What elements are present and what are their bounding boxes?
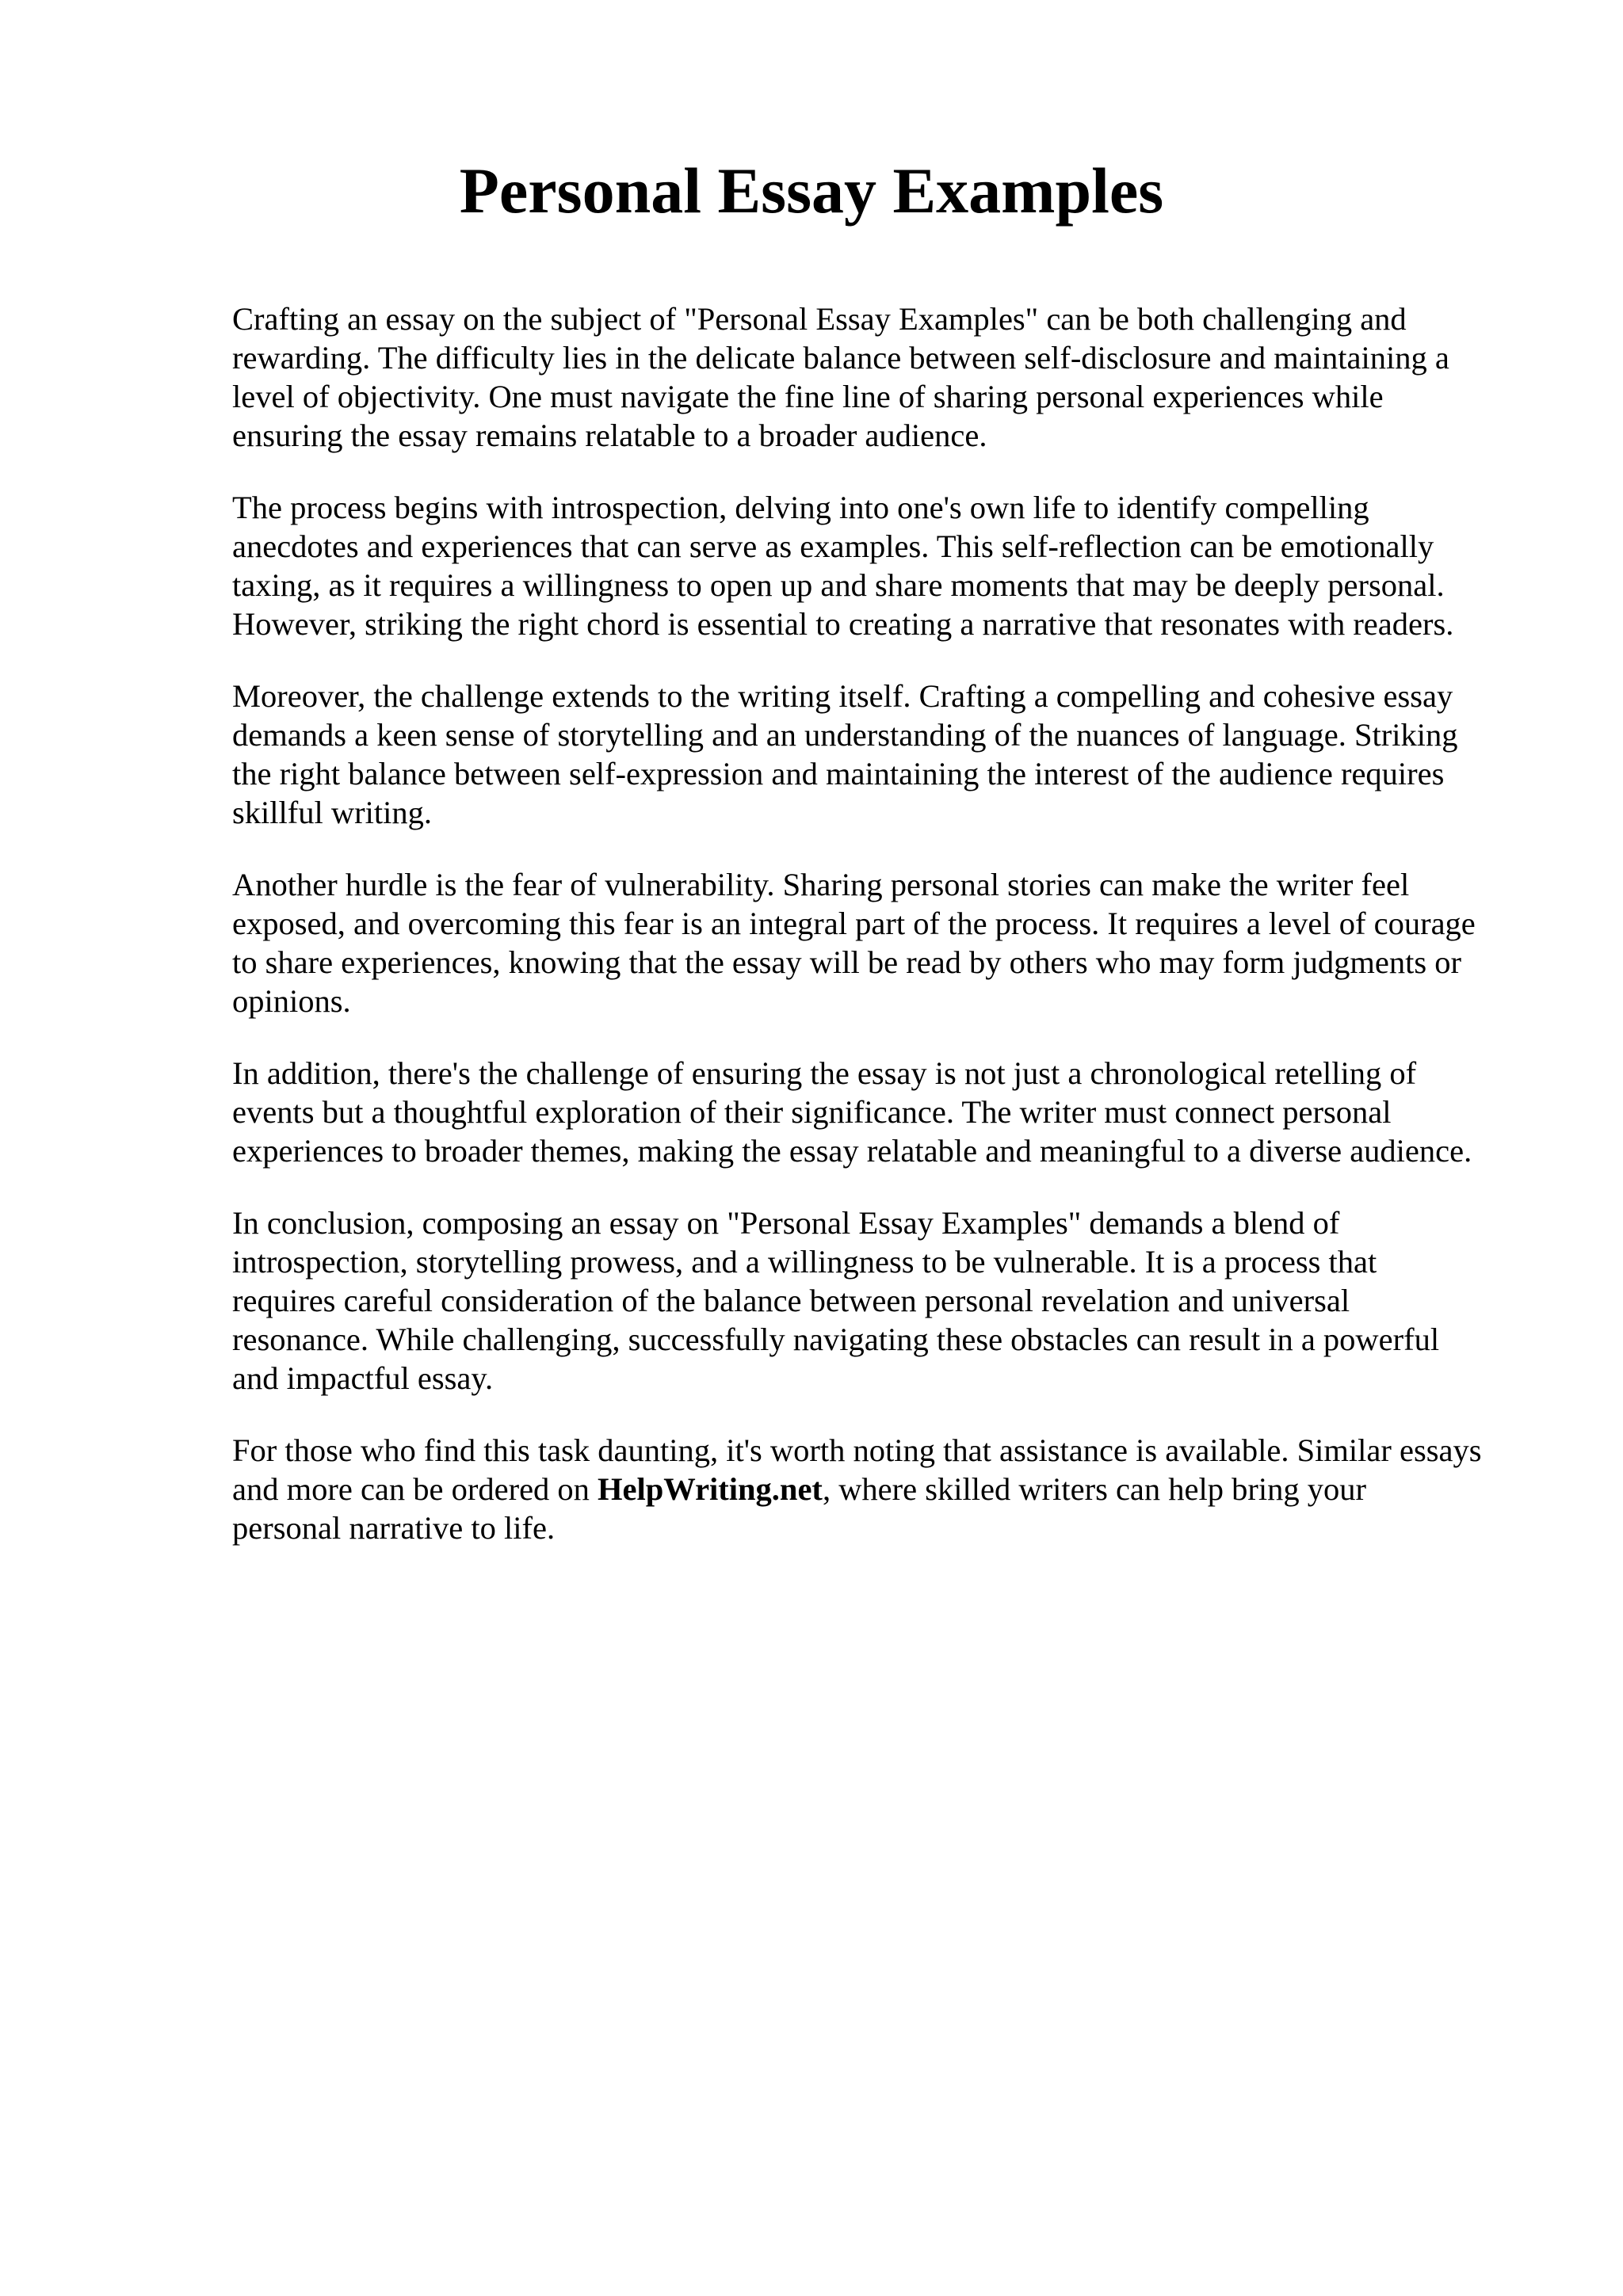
paragraph-5 <box>232 1054 1532 1170</box>
text-line: events but a thoughtful exploration of their significance. The writer must connect personal <box>232 1094 1392 1130</box>
text-line: skillful writing. <box>232 795 432 830</box>
text-line: and impactful essay. <box>232 1360 494 1396</box>
text-line: demands a keen sense of storytelling and an understanding of the nuances of language. Striking <box>232 717 1458 753</box>
helpwriting-link[interactable]: HelpWriting.net <box>598 1471 823 1507</box>
essay-body <box>232 299 1532 1581</box>
text-line: In addition, there's the challenge of ensuring the essay is not just a chronological retelling of <box>232 1055 1417 1091</box>
closing-text-before-link: and more can be ordered on <box>232 1471 598 1507</box>
text-line: experiences to broader themes, making the essay relatable and meaningful to a diverse audience. <box>232 1133 1472 1169</box>
text-line: The process begins with introspection, delving into one's own life to identify compelling <box>232 490 1369 525</box>
text-line: introspection, storytelling prowess, and a willingness to be vulnerable. It is a process that <box>232 1244 1377 1280</box>
text-line: requires careful consideration of the balance between personal revelation and universal <box>232 1283 1350 1318</box>
text-line: exposed, and overcoming this fear is an integral part of the process. It requires a level of courage <box>232 906 1476 941</box>
paragraph-closing <box>232 1431 1532 1547</box>
text-line: level of objectivity. One must navigate the fine line of sharing personal experiences while <box>232 379 1384 414</box>
text-line <box>232 1470 1532 1508</box>
page-title: Personal Essay Examples <box>459 154 1164 227</box>
paragraph-2 <box>232 488 1532 643</box>
paragraph-6 <box>232 1203 1532 1398</box>
text-line: Moreover, the challenge extends to the writing itself. Crafting a compelling and cohesive essay <box>232 678 1453 714</box>
text-line: resonance. While challenging, successfully navigating these obstacles can result in a powerful <box>232 1322 1440 1357</box>
closing-text-after-link: , where skilled writers can help bring your <box>822 1471 1366 1507</box>
text-line: In conclusion, composing an essay on "Personal Essay Examples" demands a blend of <box>232 1205 1340 1241</box>
paragraph-3 <box>232 677 1532 832</box>
text-line: Another hurdle is the fear of vulnerability. Sharing personal stories can make the writer feel <box>232 867 1410 902</box>
paragraph-4 <box>232 865 1532 1020</box>
text-line: to share experiences, knowing that the essay will be read by others who may form judgments or <box>232 944 1461 980</box>
text-line: For those who find this task daunting, it's worth noting that assistance is available. Similar essays <box>232 1432 1482 1468</box>
text-line: rewarding. The difficulty lies in the delicate balance between self-disclosure and maintaining a <box>232 340 1449 376</box>
text-line: However, striking the right chord is essential to creating a narrative that resonates with readers. <box>232 606 1454 642</box>
text-line: the right balance between self-expression and maintaining the interest of the audience requires <box>232 756 1445 791</box>
text-line: opinions. <box>232 983 351 1019</box>
text-line: Crafting an essay on the subject of "Personal Essay Examples" can be both challenging and <box>232 301 1407 337</box>
text-line: anecdotes and experiences that can serve as examples. This self-reflection can be emotionally <box>232 528 1434 564</box>
text-line: ensuring the essay remains relatable to a broader audience. <box>232 418 987 453</box>
text-line: taxing, as it requires a willingness to open up and share moments that may be deeply personal. <box>232 567 1445 603</box>
text-line: personal narrative to life. <box>232 1510 556 1546</box>
paragraph-1 <box>232 299 1532 455</box>
